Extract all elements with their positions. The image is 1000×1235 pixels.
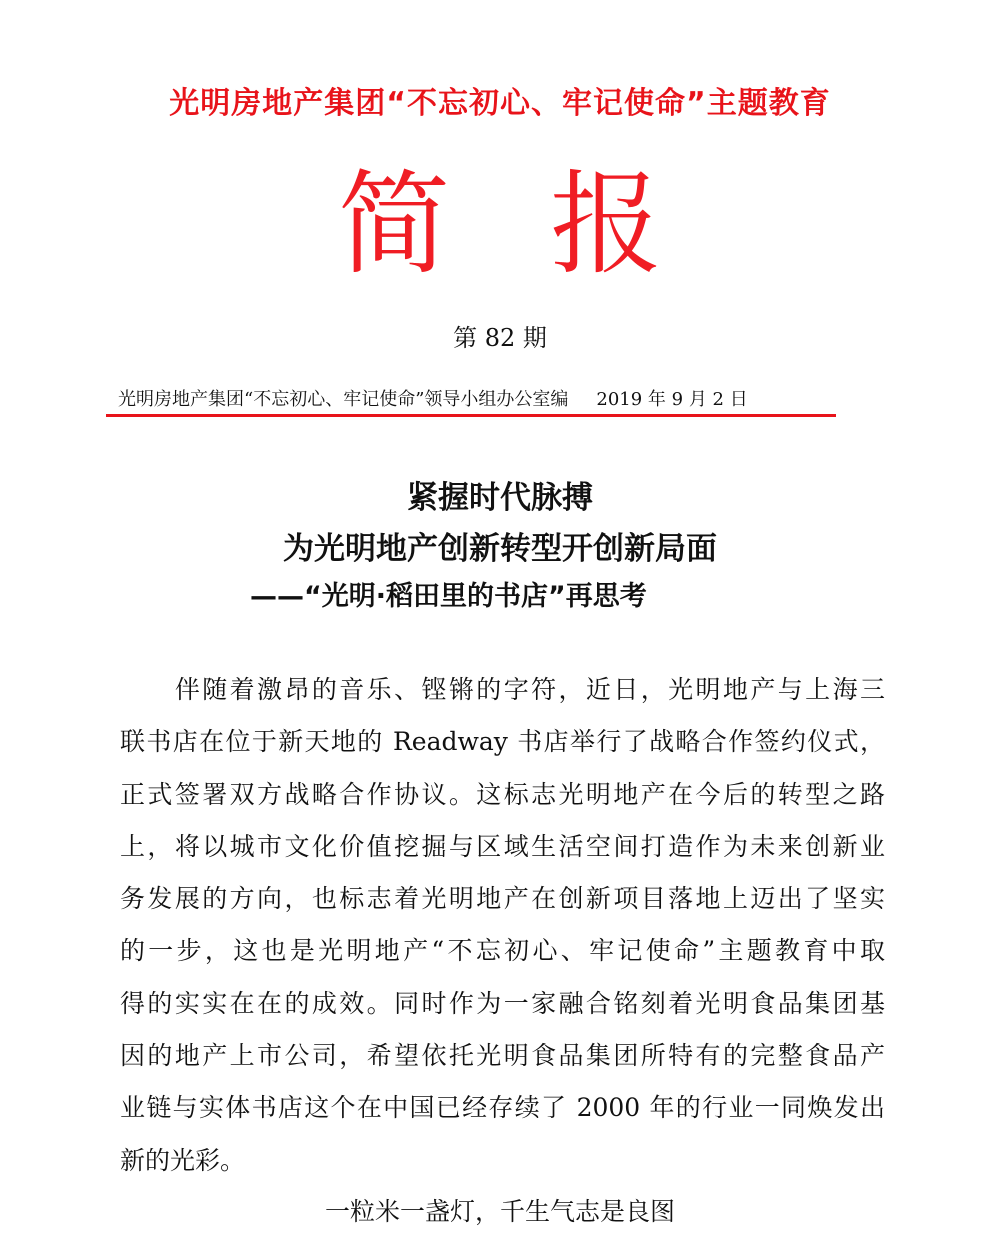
paragraph-line: 伴随着激昂的音乐、铿锵的字符，近日，光明地产与上海三 <box>120 675 885 704</box>
org-title: 光明房地产集团“不忘初心、牢记使命”主题教育 <box>169 86 831 121</box>
paragraph-line: 得的实实在在的成效。同时作为一家融合铭刻着光明食品集团基 <box>120 988 885 1018</box>
subheadline: ——“光明·稻田里的书店”再思考 <box>250 581 647 612</box>
headline-line-1: 紧握时代脉搏 <box>407 480 593 516</box>
brief-title: 简报 <box>338 160 762 290</box>
article-body <box>120 664 885 1187</box>
poem-heading: 一粒米一盏灯，千生气志是良图 <box>324 1197 675 1226</box>
paragraph-line: 业链与实体书店这个在中国已经存续了 2000 年的行业一同焕发出 <box>120 1093 885 1123</box>
editor-line <box>118 385 838 411</box>
paragraph-line: 因的地产上市公司，希望依托光明食品集团所特有的完整食品产 <box>120 1041 885 1071</box>
red-divider <box>106 414 836 417</box>
paragraph-line: 务发展的方向，也标志着光明地产在创新项目落地上迈出了坚实 <box>120 884 885 914</box>
paragraph-line: 新的光彩。 <box>120 1145 246 1175</box>
paragraph-line: 正式签署双方战略合作协议。这标志光明地产在今后的转型之路 <box>120 779 885 809</box>
issue-date: 2019 年 9 月 2 日 <box>596 389 748 410</box>
issue-number: 第 82 期 <box>453 324 547 352</box>
editor-name: 光明房地产集团“不忘初心、牢记使命”领导小组办公室编 <box>118 389 569 410</box>
headline-line-2: 为光明地产创新转型开创新局面 <box>283 531 717 567</box>
paragraph-line: 的一步，这也是光明地产“不忘初心、牢记使命”主题教育中取 <box>120 936 885 966</box>
paragraph-line: 上，将以城市文化价值挖掘与区域生活空间打造作为未来创新业 <box>120 831 885 861</box>
paragraph-line: 联书店在位于新天地的 Readway 书店举行了战略合作签约仪式， <box>120 727 885 757</box>
